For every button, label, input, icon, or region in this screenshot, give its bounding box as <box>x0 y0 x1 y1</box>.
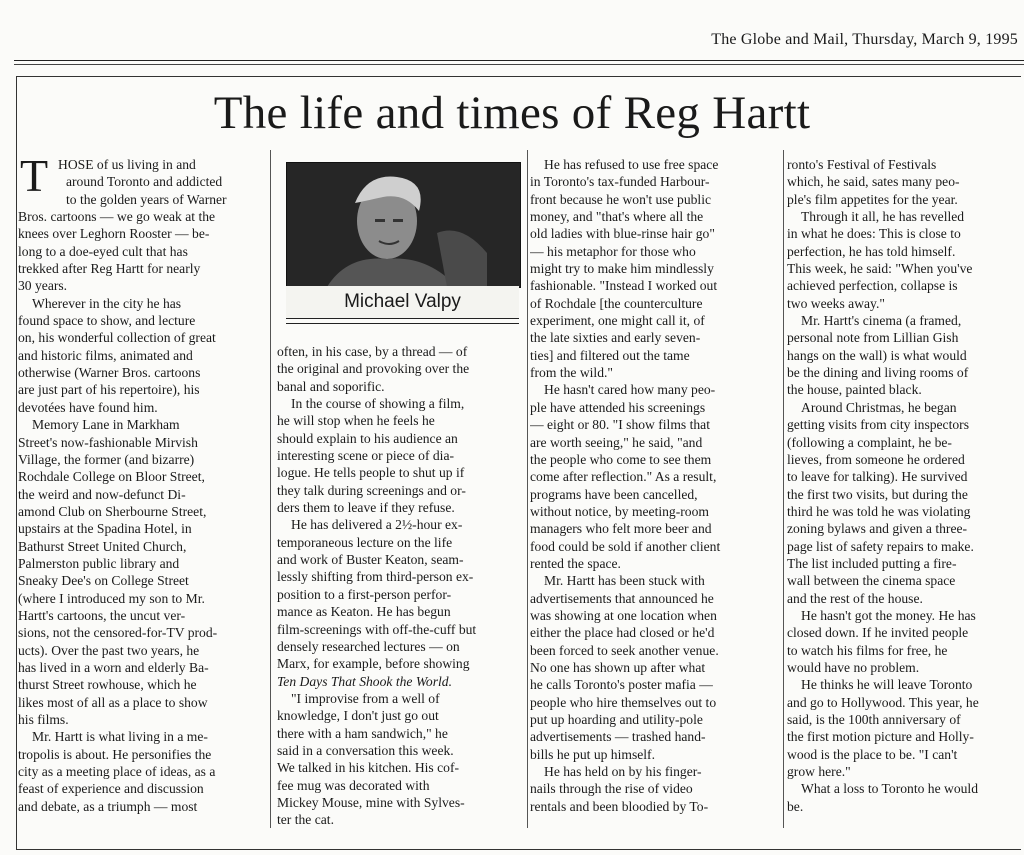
article-line: front because he won't use public <box>530 191 711 207</box>
article-line: grow here." <box>787 764 851 780</box>
article-line: thurst Street rowhouse, which he <box>18 677 197 693</box>
article-line: fashionable. "Instead I worked out <box>530 278 718 294</box>
article-line: feast of experience and discussion <box>18 781 204 797</box>
article-line: Mr. Hartt's cinema (a framed, <box>801 313 962 329</box>
article-line: in what he does: This is close to <box>787 226 961 242</box>
article-line: said in a conversation this week. <box>277 742 454 758</box>
article-line: the first two visits, but during the <box>787 486 968 502</box>
article-line: long to a doe-eyed cult that has <box>18 243 188 259</box>
article-line: be. <box>787 798 804 814</box>
article-line: densely researched lectures — on <box>277 638 460 654</box>
article-line: This week, he said: "When you've <box>787 261 973 277</box>
article-line: ple's film appetites for the year. <box>787 191 958 207</box>
article-line: Village, the former (and bizarre) <box>18 451 195 467</box>
article-line: rentals and been bloodied by To- <box>530 798 709 814</box>
article-line: getting visits from city inspectors <box>787 417 969 433</box>
article-line: the first motion picture and Holly- <box>787 729 974 745</box>
article-line: personal note from Lillian Gish <box>787 330 959 346</box>
article-line: would have no problem. <box>787 659 920 675</box>
article-line: the people who come to see them <box>530 451 712 467</box>
article-line: amond Club on Sherbourne Street, <box>18 503 207 519</box>
article-line: No one has shown up after what <box>530 659 706 675</box>
article-line: He has refused to use free space <box>544 157 719 172</box>
article-line: fee mug was decorated with <box>277 777 430 793</box>
article-line: might try to make him mindlessly <box>530 261 714 277</box>
article-line: people who hire themselves out to <box>530 694 717 710</box>
article-line: In the course of showing a film, <box>291 396 465 412</box>
article-line: around Toronto and addicted <box>66 174 223 190</box>
article-line: Ten Days That Shook the World. <box>277 673 452 689</box>
columnist-photo <box>286 162 521 288</box>
article-line: 30 years. <box>18 278 68 294</box>
byline-rule <box>286 323 519 324</box>
article-line: What a loss to Toronto he would <box>801 781 979 797</box>
article-line: experiment, one might call it, of <box>530 313 705 329</box>
article-column-1 <box>18 150 258 815</box>
article-line: and historic films, animated and <box>18 347 193 363</box>
article-column-4 <box>787 156 1024 815</box>
article-column-3 <box>530 156 770 815</box>
article-line: and debate, as a triumph — most <box>18 798 198 814</box>
byline: Michael Valpy <box>286 286 519 319</box>
article-line: achieved perfection, collapse is <box>787 278 958 294</box>
article-line: perfection, he has told himself. <box>787 243 956 259</box>
article-line: his films. <box>18 712 69 727</box>
article-line: often, in his case, by a thread — of <box>277 344 468 359</box>
article-line: Street's now-fashionable Mirvish <box>18 434 198 450</box>
article-line: Hartt's cartoons, the uncut ver- <box>18 607 186 623</box>
article-line: devotées have found him. <box>18 399 158 415</box>
article-line: been forced to seek another venue. <box>530 642 719 658</box>
article-line: be the dining and living rooms of <box>787 365 969 381</box>
article-line: to watch his films for free, he <box>787 642 948 658</box>
article-line: Bathurst Street United Church, <box>18 538 187 554</box>
article-line: logue. He tells people to shut up if <box>277 465 465 481</box>
article-line: in Toronto's tax-funded Harbour- <box>530 174 710 190</box>
article-line: Around Christmas, he began <box>801 399 957 415</box>
article-line: Mickey Mouse, mine with Sylves- <box>277 794 465 810</box>
article-line: tropolis is about. He personifies the <box>18 746 212 762</box>
article-line: third he was told he was violating <box>787 503 971 519</box>
article-line: put up hoarding and utility-pole <box>530 712 703 727</box>
article-line: ronto's Festival of Festivals <box>787 157 937 172</box>
article-line: on, his wonderful collection of great <box>18 330 216 346</box>
article-line: He has held on by his finger- <box>544 764 702 780</box>
article-line: wall between the cinema space <box>787 573 956 589</box>
article-line: are just part of his repertoire), his <box>18 382 200 398</box>
masthead-rule <box>14 60 1024 61</box>
article-line: he calls Toronto's poster mafia — <box>530 677 713 693</box>
article-line: he will stop when he feels he <box>277 413 435 429</box>
article-headline: The life and times of Reg Hartt <box>213 87 811 139</box>
article-line: managers who felt more beer and <box>530 521 712 537</box>
article-line: interesting scene or piece of dia- <box>277 448 455 464</box>
article-line: Marx, for example, before showing <box>277 656 470 672</box>
article-line: to the golden years of Warner <box>66 191 227 207</box>
article-line: upstairs at the Spadina Hotel, in <box>18 521 192 537</box>
article-line: (following a complaint, he be- <box>787 434 952 450</box>
article-line: and work of Buster Keaton, seam- <box>277 552 464 568</box>
article-line: wood is the place to be. "I can't <box>787 746 958 762</box>
article-line: Wherever in the city he has <box>32 295 182 311</box>
article-line: knees over Leghorn Rooster — be- <box>18 226 210 242</box>
article-line: has lived in a worn and elderly Ba- <box>18 659 209 675</box>
article-line: film-screenings with off-the-cuff but <box>277 621 477 637</box>
article-line: otherwise (Warner Bros. cartoons <box>18 365 201 381</box>
article-line: was showing at one location when <box>530 607 717 623</box>
article-line: Rochdale College on Bloor Street, <box>18 469 205 485</box>
article-line: advertisements that announced he <box>530 590 714 606</box>
article-line: He has delivered a 2½-hour ex- <box>291 517 463 533</box>
article-line: knowledge, I don't just go out <box>277 708 439 724</box>
article-line: trekked after Reg Hartt for nearly <box>18 261 201 277</box>
article-line: — his metaphor for those who <box>530 243 696 259</box>
masthead-dateline: The Globe and Mail, Thursday, March 9, 1995 <box>711 31 1018 48</box>
article-line: which, he said, sates many peo- <box>787 174 960 190</box>
column-divider-2 <box>527 150 528 828</box>
article-line: city as a meeting place of ideas, as a <box>18 764 216 780</box>
article-line: HOSE of us living in and <box>58 157 196 172</box>
article-line: there with a ham sandwich," he <box>277 725 448 741</box>
article-line: He thinks he will leave Toronto <box>801 677 973 693</box>
article-line: and the rest of the house. <box>787 590 923 606</box>
article-line: are worth seeing," he said, "and <box>530 434 703 450</box>
article-line: money, and "that's where all the <box>530 209 704 225</box>
article-line: Memory Lane in Markham <box>32 417 180 433</box>
article-line: ders them to leave if they refuse. <box>277 500 455 516</box>
article-line: He hasn't cared how many peo- <box>544 382 716 398</box>
article-line: nails through the rise of video <box>530 781 693 797</box>
article-line: ter the cat. <box>277 812 334 828</box>
article-line: He hasn't got the money. He has <box>801 607 976 623</box>
article-line: from the wild." <box>530 365 613 381</box>
article-line: said, is the 100th anniversary of <box>787 712 961 727</box>
article-line: — eight or 80. "I show films that <box>530 417 710 433</box>
article-line: ple have attended his screenings <box>530 399 706 415</box>
article-line: closed down. If he invited people <box>787 625 969 641</box>
article-line: banal and soporific. <box>277 378 385 394</box>
article-line: sions, not the censored-for-TV prod- <box>18 625 218 641</box>
article-line: the original and provoking over the <box>277 361 470 377</box>
article-line: bills he put up himself. <box>530 746 655 762</box>
article-line: hangs on the wall) is what would <box>787 347 967 363</box>
article-line: mance as Keaton. He has begun <box>277 604 451 620</box>
article-line: the late sixties and early seven- <box>530 330 701 346</box>
article-line: Mr. Hartt has been stuck with <box>544 573 705 589</box>
article-line: rented the space. <box>530 555 621 571</box>
article-line: they talk during screenings and or- <box>277 482 466 498</box>
article-line: Through it all, he has revelled <box>801 209 965 225</box>
article-line: temporaneous lecture on the life <box>277 534 453 550</box>
article-line: page list of safety repairs to make. <box>787 538 974 554</box>
article-line: to leave for talking). He survived <box>787 469 968 485</box>
masthead-rule-secondary <box>14 64 1024 65</box>
article-line: We talked in his kitchen. His cof- <box>277 760 459 776</box>
article-line: found space to show, and lecture <box>18 313 196 329</box>
article-line: the house, painted black. <box>787 382 922 398</box>
article-line: "I improvise from a well of <box>291 690 440 706</box>
column-divider-3 <box>783 150 784 828</box>
article-line: The list included putting a fire- <box>787 555 957 571</box>
article-line: without notice, by meeting-room <box>530 503 709 519</box>
article-column-2 <box>277 343 517 829</box>
article-line: and go to Hollywood. This year, he <box>787 694 979 710</box>
article-line: two weeks away." <box>787 295 885 311</box>
article-line: Bros. cartoons — we go weak at the <box>18 209 216 225</box>
drop-cap: T <box>20 150 49 201</box>
article-line: should explain to his audience an <box>277 430 458 446</box>
article-line: zoning bylaws and given a three- <box>787 521 968 537</box>
article-line: position to a first-person perfor- <box>277 586 452 602</box>
article-line: Sneaky Dee's on College Street <box>18 573 189 589</box>
article-line: ties] and filtered out the tame <box>530 347 690 363</box>
article-line: Palmerston public library and <box>18 555 180 571</box>
article-line: either the place had closed or he'd <box>530 625 715 641</box>
article-line: the weird and now-defunct Di- <box>18 486 186 502</box>
article-line: (where I introduced my son to Mr. <box>18 590 205 606</box>
article-line: advertisements — trashed hand- <box>530 729 706 745</box>
column-divider-1 <box>270 150 271 828</box>
article-line: food could be sold if another client <box>530 538 721 554</box>
article-line: old ladies with blue-rinse hair go" <box>530 226 715 242</box>
article-line: lessly shifting from third-person ex- <box>277 569 474 585</box>
article-line: come after reflection." As a result, <box>530 469 717 485</box>
article-line: likes most of all as a place to show <box>18 694 208 710</box>
article-line: programs have been cancelled, <box>530 486 698 502</box>
article-line: ucts). Over the past two years, he <box>18 642 200 658</box>
article-line: lieves, from someone he ordered <box>787 451 965 467</box>
article-line: of Rochdale [the counterculture <box>530 295 703 311</box>
article-line: Mr. Hartt is what living in a me- <box>32 729 208 745</box>
